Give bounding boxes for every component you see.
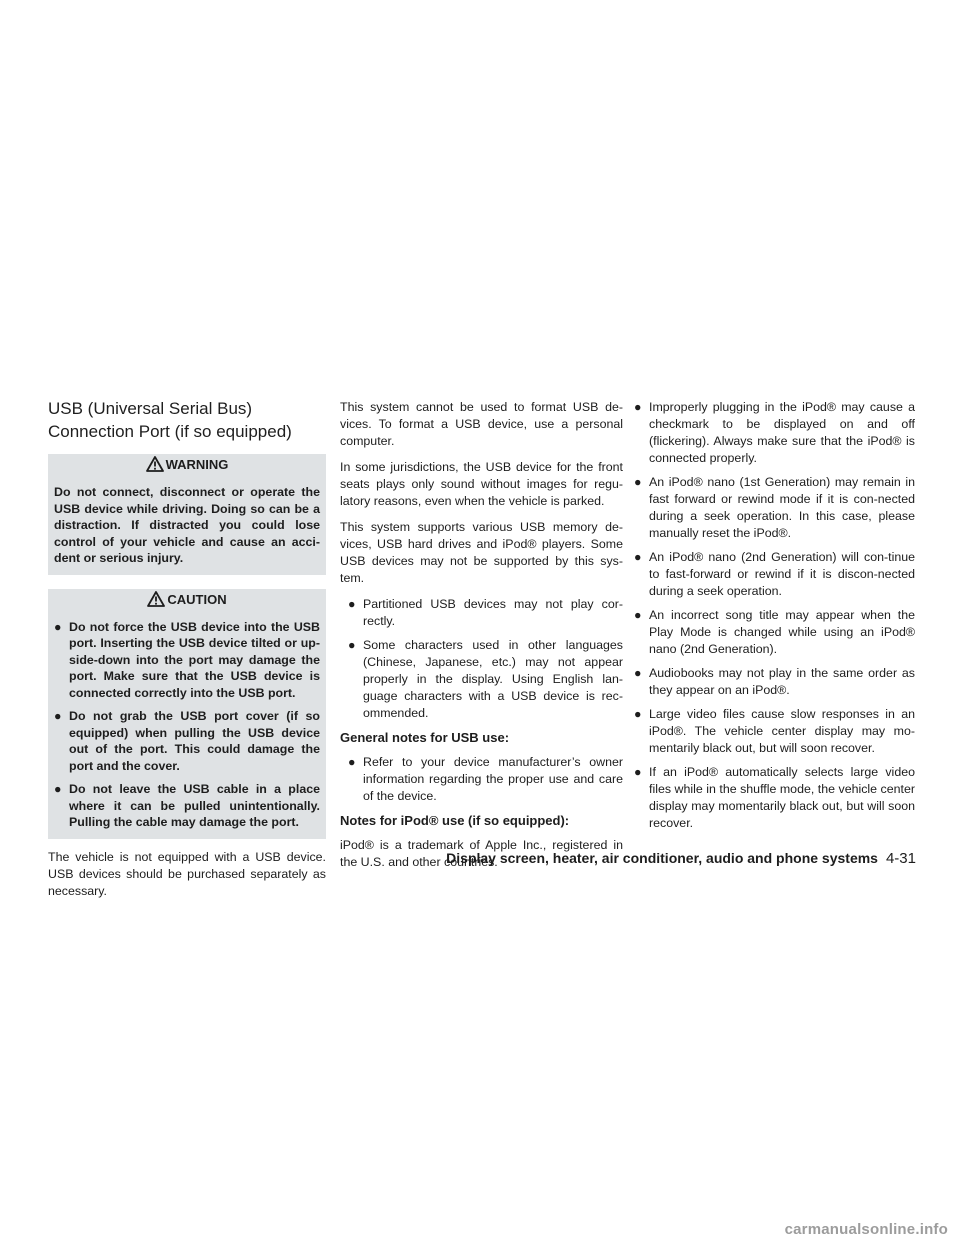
- list-item: ● Audiobooks may not play in the same order as they appear on an iPod®.: [634, 666, 915, 697]
- caution-header: [48, 589, 326, 611]
- column-3: [634, 399, 915, 839]
- bullet-icon: ●: [348, 638, 356, 652]
- page-footer: [0, 850, 916, 867]
- list-item: ● Refer to your device manufacturer’s owner information regarding the proper use and care of the device.: [348, 755, 623, 803]
- general-notes-heading: General notes for USB use:: [340, 730, 510, 745]
- usb-support-list: [340, 596, 623, 722]
- bullet-icon: ●: [634, 765, 642, 779]
- bullet-icon: ●: [634, 400, 642, 414]
- usb-device-note: The vehicle is not equipped with a USB device. USB devices should be purchased separately as necessary.: [48, 849, 326, 898]
- warning-header: [48, 454, 326, 476]
- caution-box: [48, 589, 326, 839]
- bullet-icon: ●: [348, 597, 356, 611]
- jurisdiction-note: In some jurisdictions, the USB device for the front seats plays only sound without images for regu-latory reasons, even when the vehicle is parked.: [340, 460, 623, 508]
- list-item: ● Do not leave the USB cable in a place where it can be pulled unintentionally. Pulling the cable may damage the port.: [54, 782, 320, 829]
- warning-icon: [146, 456, 164, 472]
- caution-list: [54, 619, 320, 831]
- format-note: This system cannot be used to format USB de-vices. To format a USB device, use a personal computer.: [340, 400, 623, 448]
- list-item: ● Some characters used in other languages (Chinese, Japanese, etc.) may not appear properly in the display. Using English lan-guage characters with a USB device is rec-ommended.: [348, 638, 623, 720]
- list-item: ● Do not force the USB device into the USB port. Inserting the USB device tilted or up-side-down into the port may damage the port. Make sure that the USB device is connected correctly into the USB port.: [54, 619, 320, 700]
- list-item: ● Partitioned USB devices may not play cor-rectly.: [348, 597, 623, 628]
- warning-label: WARNING: [165, 457, 229, 472]
- bullet-icon: ●: [54, 619, 62, 634]
- support-note: This system supports various USB memory de-vices, USB hard drives and iPod® players. Some USB devices may not be supported by this sys-tem.: [340, 520, 623, 585]
- section-title: [48, 397, 326, 443]
- bullet-icon: ●: [54, 782, 62, 796]
- section-title-line-2: Connection Port (if so equipped): [48, 422, 292, 441]
- trademark-note: iPod® is a trademark of Apple Inc., registered in the U.S. and other countries.: [340, 838, 623, 869]
- watermark: carmanualsonline.info: [784, 1221, 948, 1238]
- bullet-icon: ●: [634, 707, 642, 721]
- caution-body: [48, 611, 326, 839]
- caution-label: CAUTION: [167, 591, 227, 607]
- caution-icon: [147, 591, 165, 607]
- ipod-notes-heading: Notes for iPod® use (if so equipped):: [340, 813, 570, 828]
- bullet-icon: ●: [634, 608, 642, 622]
- list-item: ● An iPod® nano (2nd Generation) will con-tinue to fast-forward or rewind if it is discon-nected during a seek operation.: [634, 550, 915, 598]
- list-item: ● An incorrect song title may appear when the Play Mode is changed while using an iPod® nano (2nd Generation).: [634, 608, 915, 656]
- column-2: [340, 399, 623, 880]
- bullet-icon: ●: [348, 755, 356, 769]
- ipod-notes-list: [634, 399, 915, 832]
- list-item: ● Large video files cause slow responses in an iPod®. The vehicle center display may mo-mentarily black out, but will soon recover.: [634, 707, 915, 755]
- list-item: ● Do not grab the USB port cover (if so equipped) when pulling the USB device out of the port. This could damage the port and the cover.: [54, 709, 320, 773]
- bullet-icon: ●: [634, 475, 642, 489]
- page-number: 4-31: [885, 850, 916, 867]
- bullet-icon: ●: [54, 709, 62, 723]
- list-item: ● An iPod® nano (1st Generation) may remain in fast forward or rewind mode if it is con-nected during a seek operation. In this case, please manually reset the iPod®.: [634, 475, 915, 540]
- list-item: ● If an iPod® automatically selects large video files while in the shuffle mode, the vehicle center display may momentarily black out, but will soon recover.: [634, 765, 915, 830]
- general-notes-list: [340, 754, 623, 805]
- section-title-line-1: USB (Universal Serial Bus): [48, 399, 253, 418]
- warning-text: Do not connect, disconnect or operate the USB device while driving. Doing so can be a distraction. If distracted you could lose control of your vehicle and cause an acci-dent or serious injury.: [54, 485, 320, 565]
- bullet-icon: ●: [634, 666, 642, 680]
- chapter-title: Display screen, heater, air conditioner, audio and phone systems: [446, 850, 878, 866]
- bullet-icon: ●: [634, 550, 642, 564]
- warning-box: [48, 454, 326, 575]
- list-item: ● Improperly plugging in the iPod® may cause a checkmark to be displayed on and off (flickering). Always make sure that the iPod® is connected properly.: [634, 400, 915, 465]
- column-1: [48, 397, 326, 909]
